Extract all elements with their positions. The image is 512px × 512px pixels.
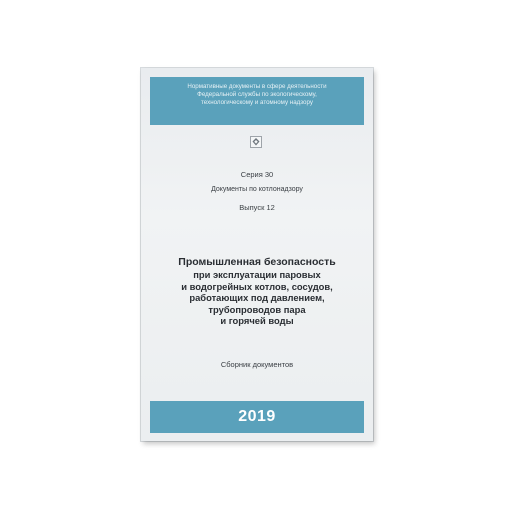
emblem-icon xyxy=(250,136,262,148)
book-title xyxy=(141,256,373,327)
book-cover xyxy=(141,68,373,441)
top-band-line-1: Нормативные документы в сфере деятельности xyxy=(187,83,327,90)
cover-top-band xyxy=(150,77,364,125)
series-subtitle: Документы по котлонадзору xyxy=(211,186,303,193)
publication-year: 2019 xyxy=(238,408,276,425)
title-line-5: и горячей воды xyxy=(220,315,294,327)
title-main-line: Промышленная безопасность xyxy=(178,256,336,268)
collection-label: Сборник документов xyxy=(220,360,294,369)
issue-label: Выпуск 12 xyxy=(239,203,275,212)
title-line-3: работающих под давлением, xyxy=(189,292,325,304)
series-label: Серия 30 xyxy=(240,170,274,179)
top-band-line-3: технологическому и атомному надзору xyxy=(201,99,313,106)
title-line-2: и водогрейных котлов, сосудов, xyxy=(181,280,333,292)
title-line-4: трубопроводов пара xyxy=(208,303,306,315)
cover-bottom-band xyxy=(150,401,364,433)
title-line-1: при эксплуатации паровых xyxy=(193,269,321,280)
top-band-line-2: Федеральной службы по экологическому, xyxy=(197,91,317,98)
